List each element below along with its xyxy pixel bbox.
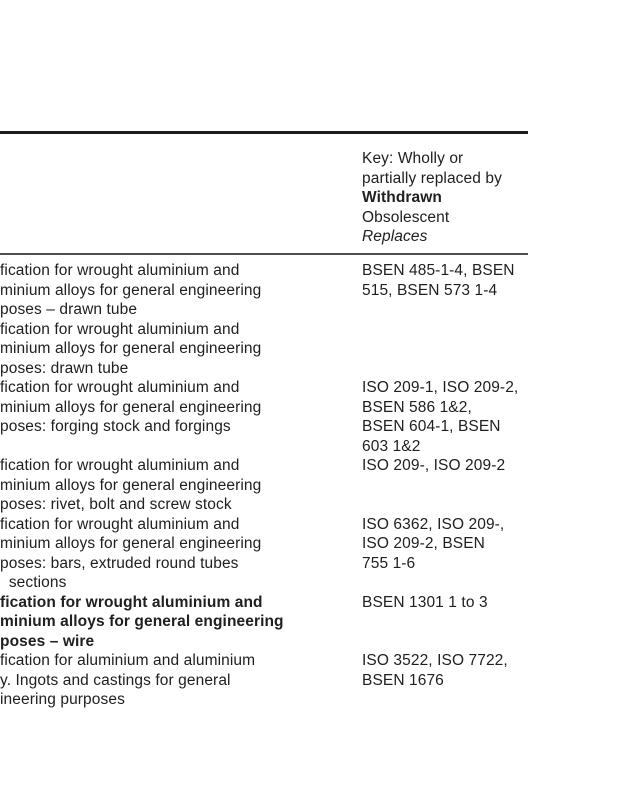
description-line: minium alloys for general engineering <box>0 535 262 552</box>
replacement-line: BSEN 604-1, BSEN <box>362 418 501 435</box>
replacement-line: ISO 6362, ISO 209-, <box>362 515 505 533</box>
description-line: poses: drawn tube <box>0 359 129 377</box>
table-row <box>0 378 626 456</box>
replacement-line: BSEN 586 1&2, <box>362 398 472 416</box>
key-line: Replaces <box>362 228 428 245</box>
table-row <box>0 515 626 593</box>
description-line: fication for wrought aluminium and <box>0 457 240 474</box>
replacement-line <box>362 476 626 496</box>
description-line: minium alloys for general engineering <box>0 613 284 630</box>
replacement-line <box>362 690 626 710</box>
description-cell <box>0 651 362 710</box>
replacement-cell <box>362 320 626 379</box>
table-top-rule <box>0 131 528 134</box>
key-block <box>362 149 542 247</box>
description-line: minium alloys for general engineering <box>0 398 262 416</box>
description-line: minium alloys for general engineering <box>0 476 262 494</box>
table-row <box>0 651 626 710</box>
replacement-line: ISO 209-1, ISO 209-2, <box>362 379 519 396</box>
description-cell <box>0 593 362 652</box>
replacement-line: ISO 3522, ISO 7722, <box>362 652 508 669</box>
description-line: fication for wrought aluminium and <box>0 320 240 338</box>
description-line: poses: bars, extruded round tubes <box>0 554 239 572</box>
description-line: fication for wrought aluminium and <box>0 515 240 533</box>
description-line: ineering purposes <box>0 691 125 708</box>
replacement-cell <box>362 651 626 710</box>
replacement-line <box>362 573 626 593</box>
replacement-line: BSEN 485-1-4, BSEN <box>362 262 515 279</box>
description-cell <box>0 515 362 593</box>
description-line: sections <box>0 574 67 591</box>
description-line: fication for aluminium and aluminium <box>0 652 256 669</box>
replacement-cell <box>362 261 626 320</box>
key-line: Withdrawn <box>362 189 442 206</box>
replacement-cell <box>362 593 626 652</box>
standards-table <box>0 261 626 710</box>
description-line: poses – wire <box>0 632 95 650</box>
replacement-line: ISO 209-, ISO 209-2 <box>362 457 506 474</box>
description-line: poses – drawn tube <box>0 301 138 318</box>
description-line: minium alloys for general engineering <box>0 340 262 357</box>
description-cell <box>0 378 362 456</box>
description-cell <box>0 261 362 320</box>
table-row <box>0 320 626 379</box>
description-line: fication for wrought aluminium and <box>0 262 240 279</box>
replacement-line: BSEN 1676 <box>362 671 444 689</box>
replacement-line: ISO 209-2, BSEN <box>362 535 485 552</box>
description-cell <box>0 320 362 379</box>
replacement-cell <box>362 456 626 515</box>
replacement-line <box>362 339 626 359</box>
description-line <box>0 437 362 457</box>
replacement-line: BSEN 1301 1 to 3 <box>362 593 488 611</box>
table-row <box>0 261 626 320</box>
replacement-line <box>362 632 626 652</box>
replacement-cell <box>362 515 626 593</box>
replacement-line <box>362 300 626 320</box>
replacement-line <box>362 495 626 515</box>
table-row <box>0 593 626 652</box>
description-cell <box>0 456 362 515</box>
description-line: fication for wrought aluminium and <box>0 379 240 396</box>
replacement-line <box>362 320 626 340</box>
key-line: partially replaced by <box>362 169 502 187</box>
replacement-line <box>362 359 626 379</box>
replacement-line <box>362 612 626 632</box>
key-line: Obsolescent <box>362 208 450 226</box>
key-line: Key: Wholly or <box>362 150 464 167</box>
description-line: minium alloys for general engineering <box>0 281 262 299</box>
header-divider-rule <box>0 253 528 255</box>
description-line: y. Ingots and castings for general <box>0 671 231 689</box>
replacement-cell <box>362 378 626 456</box>
replacement-line: 603 1&2 <box>362 437 421 455</box>
table-row <box>0 456 626 515</box>
description-line: fication for wrought aluminium and <box>0 593 263 611</box>
description-line: poses: rivet, bolt and screw stock <box>0 496 232 513</box>
replacement-line: 755 1-6 <box>362 554 416 572</box>
description-line: poses: forging stock and forgings <box>0 418 231 435</box>
replacement-line: 515, BSEN 573 1-4 <box>362 281 498 299</box>
